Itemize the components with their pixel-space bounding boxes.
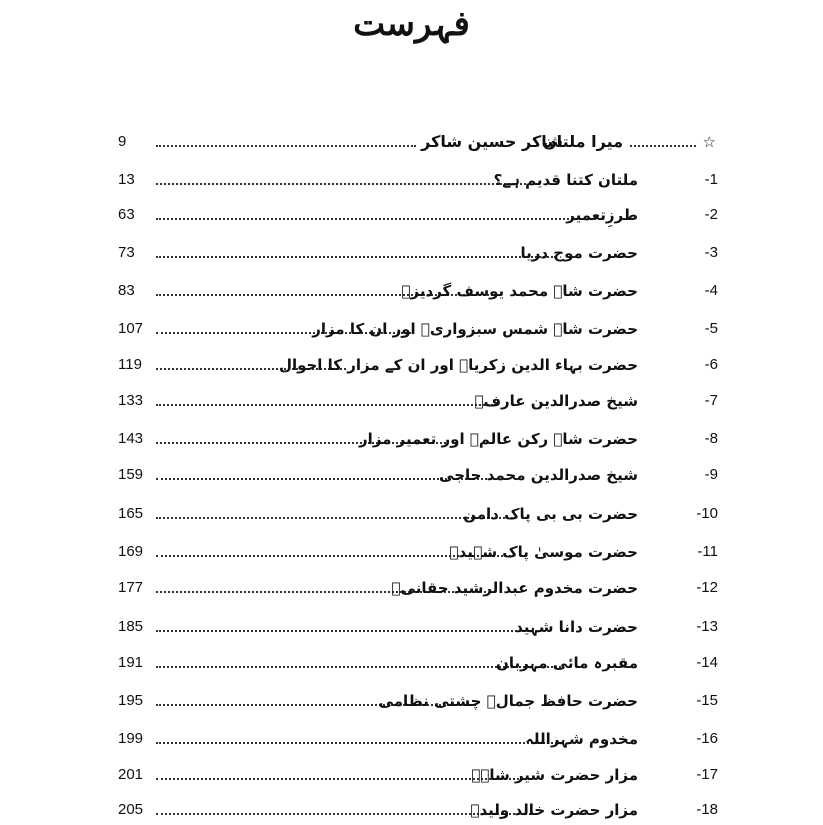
toc-page-number: 201	[118, 766, 144, 783]
dot-leader	[156, 630, 541, 632]
toc-entry[interactable]	[118, 350, 718, 380]
toc-title: حضرت شاہ محمد یوسف گردیزؒ	[401, 282, 638, 300]
toc-page-number: 177	[118, 579, 144, 596]
toc-header-entry[interactable]	[118, 127, 718, 157]
toc-title: حضرت موسیٰ پاک شہیدؒ	[449, 543, 638, 561]
toc-entry[interactable]	[118, 276, 718, 306]
toc-entry-number: -4	[704, 282, 718, 299]
toc-page-number: 165	[118, 505, 144, 522]
toc-title: شیخ صدرالدین محمد حاجی	[439, 466, 638, 484]
toc-entry[interactable]	[118, 612, 718, 642]
toc-entry[interactable]	[118, 724, 718, 754]
toc-entry[interactable]	[118, 165, 718, 195]
dot-leader	[630, 145, 696, 147]
toc-entry-number: -12	[696, 579, 718, 596]
toc-entry[interactable]	[118, 460, 718, 490]
toc-page-number: 119	[118, 356, 142, 373]
toc-title: حضرت موج دریا	[520, 244, 638, 262]
toc-title: میرا ملتان	[542, 132, 623, 151]
toc-entry-number: -16	[696, 730, 718, 747]
toc-entry-number: -9	[704, 466, 718, 483]
toc-title: شیخ صدرالدین عارفؒ	[474, 392, 638, 410]
toc-entry[interactable]	[118, 238, 718, 268]
toc-entry[interactable]	[118, 795, 718, 825]
page-title: فہرست	[353, 4, 470, 44]
toc-page-number: 13	[118, 171, 135, 188]
toc-title: حضرت دانا شہید	[515, 618, 638, 636]
toc-entry-number: -2	[704, 206, 718, 223]
toc-title: حضرت بہاء الدین زکریاؒ اور ان کے مزار کا احوال	[278, 356, 638, 374]
dot-leader	[156, 517, 516, 519]
toc-entry[interactable]	[118, 314, 718, 344]
toc-title: مزار حضرت خالد ولیدؒ	[470, 801, 638, 819]
toc-title: حضرت مخدوم عبدالرشید حقانیؒ	[391, 579, 638, 597]
dot-leader	[156, 742, 561, 744]
toc-entry-number: -13	[696, 618, 718, 635]
toc-page-number: 83	[118, 282, 135, 299]
toc-page-number: 133	[118, 392, 144, 409]
toc-page-number: 159	[118, 466, 144, 483]
dot-leader	[156, 145, 416, 147]
toc-entry-number: -14	[696, 654, 718, 671]
toc-title: ملتان کتنا قدیم ہے؟	[493, 171, 638, 189]
dot-leader	[156, 256, 556, 258]
toc-page-number: 199	[118, 730, 144, 747]
toc-entry[interactable]	[118, 386, 718, 416]
toc-title: مقبرہ مائی مہربان	[496, 654, 638, 672]
toc-page-number: 73	[118, 244, 135, 261]
toc-entry[interactable]	[118, 424, 718, 454]
toc-entry-number: -3	[704, 244, 718, 261]
toc-title: حضرت شاہ شمس سبزواریؒ اور ان کا مزار	[312, 320, 638, 338]
toc-page-number: 143	[118, 430, 144, 447]
toc-entry-number: -17	[696, 766, 718, 783]
toc-title: مخدوم شہراللہ	[525, 730, 638, 748]
dot-leader	[156, 404, 496, 406]
toc-entry[interactable]	[118, 648, 718, 678]
toc-page-number: 191	[118, 654, 144, 671]
toc-entry-number: -7	[704, 392, 718, 409]
toc-author: شاکر حسین شاکر	[421, 132, 563, 151]
toc-page-number: 195	[118, 692, 144, 709]
toc-title: حضرت حافظ جمالؒ چشتی نظامی	[378, 692, 638, 710]
toc-entry-number: -15	[696, 692, 718, 709]
toc-page-number: 185	[118, 618, 144, 635]
toc-page-number: 107	[118, 320, 144, 337]
toc-entry-number: -6	[704, 356, 718, 373]
toc-page-number: 9	[118, 133, 127, 150]
toc-entry-number: -5	[704, 320, 718, 337]
toc-entry-number: -8	[704, 430, 718, 447]
toc-entry[interactable]	[118, 573, 718, 603]
toc-entry[interactable]	[118, 760, 718, 790]
toc-entry[interactable]	[118, 499, 718, 529]
toc-entry-number: -1	[704, 171, 718, 188]
dot-leader	[156, 183, 526, 185]
toc-title: طرزِتعمیر	[566, 206, 638, 224]
toc-title: حضرت شاہ رکن عالمؒ اور تعمیر مزار	[359, 430, 638, 448]
toc-page-number: 63	[118, 206, 135, 223]
toc-entry-number: -11	[697, 543, 718, 560]
toc-title: حضرت بی بی پاک دامن	[463, 505, 638, 523]
toc-title: مزار حضرت شیر شاہؒ	[471, 766, 638, 784]
star-icon: ☆	[702, 133, 716, 151]
toc-page-number: 205	[118, 801, 144, 818]
toc-entry-number: -10	[696, 505, 718, 522]
dot-leader	[156, 218, 596, 220]
toc-page-number: 169	[118, 543, 144, 560]
toc-entry[interactable]	[118, 686, 718, 716]
toc-entry-number: -18	[696, 801, 718, 818]
toc-entry[interactable]	[118, 200, 718, 230]
toc-entry[interactable]	[118, 537, 718, 567]
